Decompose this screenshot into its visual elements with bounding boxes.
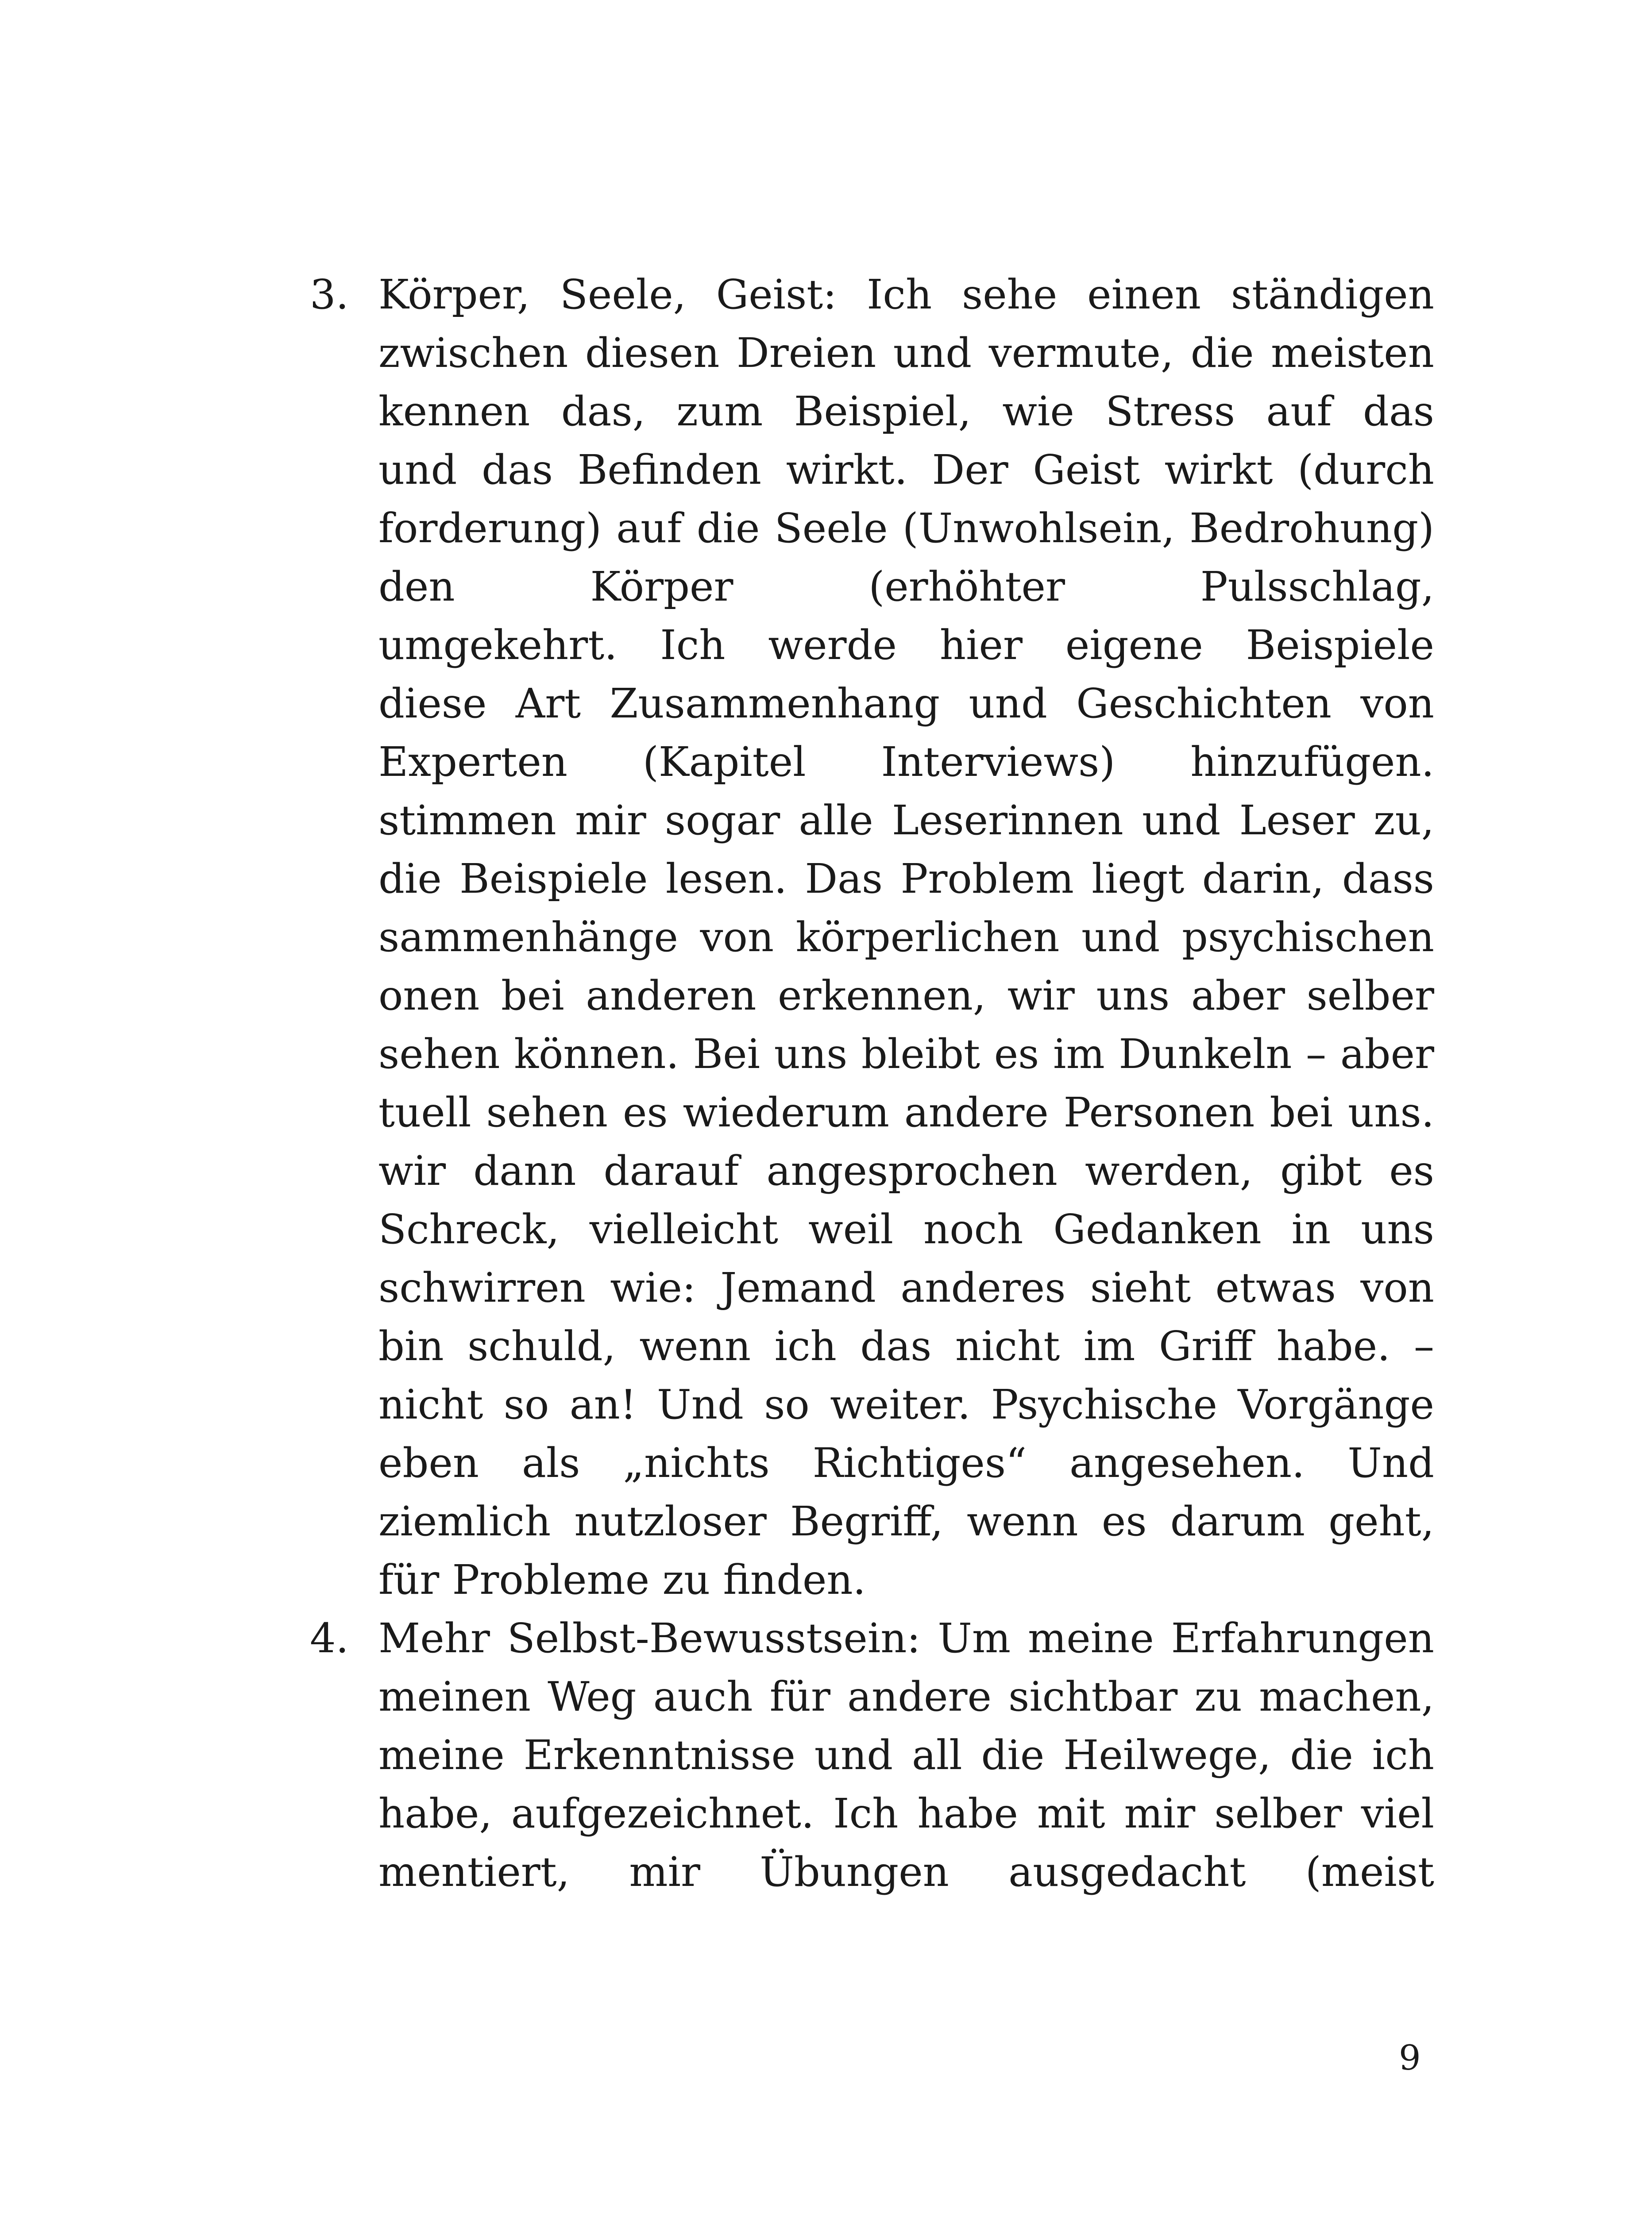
text-line: ziemlich nutzloser Begriff, wenn es darum geht, xyxy=(378,1498,1434,1545)
text-line: den Körper (erhöhter Pulsschlag, xyxy=(378,563,1434,610)
list-line xyxy=(310,382,1434,441)
list-line xyxy=(310,441,1434,499)
list-line xyxy=(310,1785,1434,1843)
list-line xyxy=(310,1726,1434,1785)
list-line xyxy=(310,499,1434,558)
text-line: Schreck, vielleicht weil noch Gedanken in uns xyxy=(378,1206,1434,1253)
list-line xyxy=(310,1551,1434,1609)
text-line: forderung) auf die Seele (Unwohlsein, Bedrohung) xyxy=(378,505,1434,552)
list-line xyxy=(310,1609,1434,1668)
text-line: habe, aufgezeichnet. Ich habe mit mir selber viel xyxy=(378,1790,1434,1837)
text-line: sammenhänge von körperlichen und psychischen xyxy=(378,914,1434,961)
text-line: eben als „nichts Richtiges“ angesehen. Und xyxy=(378,1439,1434,1487)
text-line: die Beispiele lesen. Das Problem liegt darin, dass xyxy=(378,855,1434,902)
list-line xyxy=(310,791,1434,850)
text-line: und das Befinden wirkt. Der Geist wirkt (durch xyxy=(378,446,1434,493)
list-item-number: 3. xyxy=(310,271,349,318)
text-line: diese Art Zusammenhang und Geschichten von xyxy=(378,680,1434,727)
text-line: mentiert, mir Übungen ausgedacht (meist xyxy=(378,1848,1434,1896)
numbered-list xyxy=(310,266,1434,1901)
text-line: umgekehrt. Ich werde hier eigene Beispiele xyxy=(378,621,1434,669)
page-number: 9 xyxy=(1399,2038,1421,2078)
list-line xyxy=(310,324,1434,382)
text-line: nicht so an! Und so weiter. Psychische Vorgänge xyxy=(378,1381,1434,1428)
list-line xyxy=(310,1259,1434,1317)
list-line xyxy=(310,850,1434,908)
list-line xyxy=(310,1668,1434,1726)
list-line xyxy=(310,1083,1434,1142)
text-line: Körper, Seele, Geist: Ich sehe einen ständigen xyxy=(378,271,1434,318)
list-line xyxy=(310,1843,1434,1901)
text-line: sehen können. Bei uns bleibt es im Dunkeln – aber xyxy=(378,1030,1434,1078)
list-line xyxy=(310,908,1434,967)
list-line xyxy=(310,1376,1434,1434)
list-line xyxy=(310,675,1434,733)
text-line: schwirren wie: Jemand anderes sieht etwas von xyxy=(378,1264,1434,1311)
list-line xyxy=(310,266,1434,324)
list-line xyxy=(310,1142,1434,1200)
list-item-number: 4. xyxy=(310,1615,349,1662)
text-line: meinen Weg auch für andere sichtbar zu machen, xyxy=(378,1673,1434,1720)
list-line xyxy=(310,558,1434,616)
text-line: bin schuld, wenn ich das nicht im Griff habe. – xyxy=(378,1322,1434,1370)
text-line: kennen das, zum Beispiel, wie Stress auf das xyxy=(378,388,1434,435)
text-line: wir dann darauf angesprochen werden, gibt es xyxy=(378,1147,1434,1195)
text-line: zwischen diesen Dreien und vermute, die meisten xyxy=(378,329,1434,377)
list-line xyxy=(310,733,1434,791)
list-line xyxy=(310,616,1434,675)
list-line xyxy=(310,1317,1434,1376)
text-line: Mehr Selbst-Bewusstsein: Um meine Erfahrungen xyxy=(378,1615,1434,1662)
text-line: Experten (Kapitel Interviews) hinzufügen. xyxy=(378,738,1434,786)
list-line xyxy=(310,1492,1434,1551)
text-line: stimmen mir sogar alle Leserinnen und Leser zu, xyxy=(378,797,1434,844)
text-line: für Probleme zu finden. xyxy=(378,1556,866,1604)
list-line xyxy=(310,1200,1434,1259)
text-line: onen bei anderen erkennen, wir uns aber selber xyxy=(378,972,1434,1019)
text-line: tuell sehen es wiederum andere Personen bei uns. xyxy=(378,1089,1434,1136)
list-line xyxy=(310,1025,1434,1083)
text-line: meine Erkenntnisse und all die Heilwege, die ich xyxy=(378,1731,1434,1779)
list-line xyxy=(310,1434,1434,1492)
list-line xyxy=(310,967,1434,1025)
